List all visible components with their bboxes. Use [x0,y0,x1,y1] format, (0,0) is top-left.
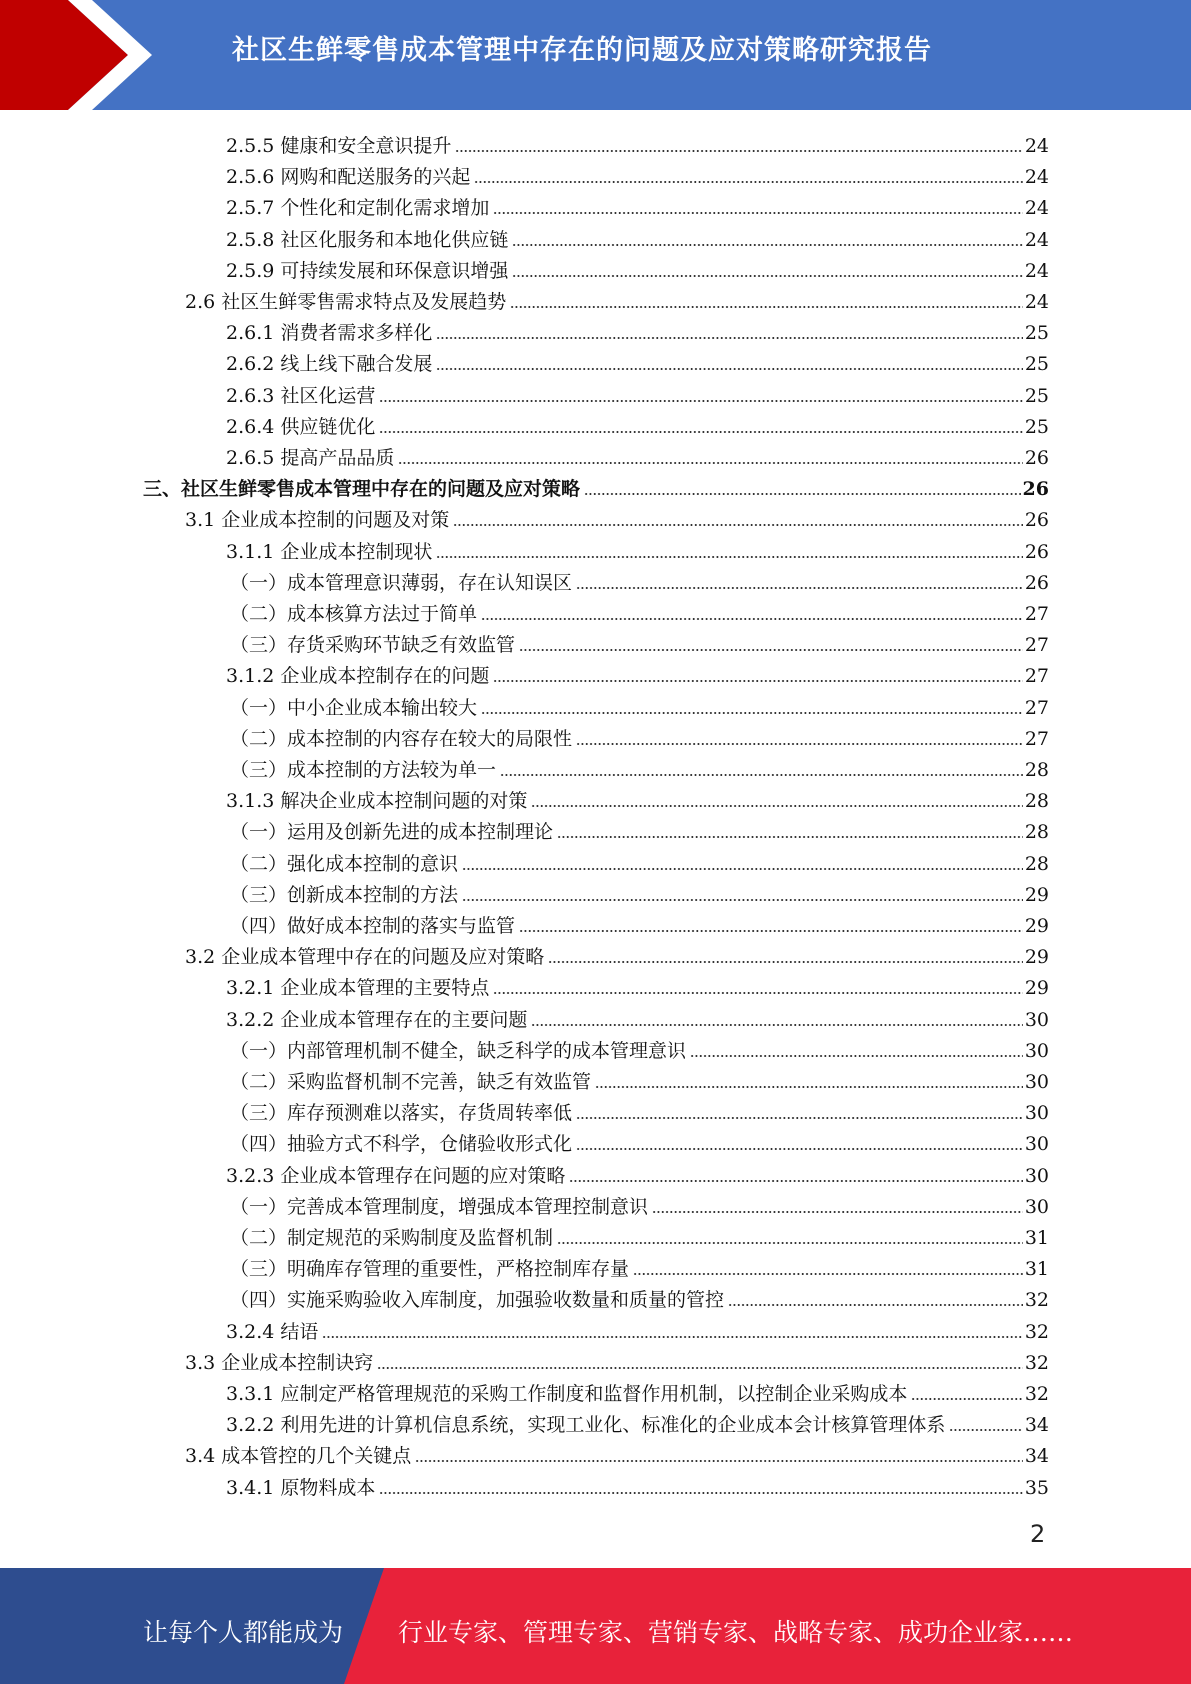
toc-dot-leader [481,701,1023,715]
toc-entry-title: 2.5.7 个性化和定制化需求增加 [226,197,490,220]
toc-entry[interactable] [230,689,1049,719]
toc-entry-title: 2.6.5 提高产品品质 [226,447,395,469]
toc-dot-leader [519,638,1023,652]
toc-entry-title: （二）成本控制的内容存在较大的局限性 [230,727,573,750]
page-header [0,0,1191,110]
toc-entry[interactable] [226,1157,1049,1187]
toc-entry[interactable] [230,1219,1049,1249]
toc-entry[interactable] [143,470,1049,500]
toc-entry[interactable] [226,782,1049,812]
toc-entry-page: 28 [1024,790,1049,813]
toc-entry-page: 29 [1024,946,1049,969]
toc-entry[interactable] [230,1032,1049,1062]
toc-entry[interactable] [226,1469,1049,1499]
toc-entry[interactable] [226,969,1049,999]
toc-entry-page: 30 [1024,1039,1049,1062]
toc-dot-leader [436,326,1022,340]
toc-entry[interactable] [226,657,1049,687]
toc-entry[interactable] [230,751,1049,781]
toc-dot-leader [474,170,1022,184]
toc-dot-leader [453,513,1023,527]
toc-dot-leader [576,576,1023,590]
toc-entry-title: 2.5.9 可持续发展和环保意识增强 [226,259,509,282]
toc-entry-title: 2.6.1 消费者需求多样化 [226,322,433,345]
toc-entry-title: 3.2.2 利用先进的计算机信息系统，实现工业化、标准化的企业成本会计核算管理体系 [226,1414,946,1437]
toc-entry-title: 3.3.1 应制定严格管理规范的采购工作制度和监督作用机制，以控制企业采购成本 [226,1383,908,1405]
toc-dot-leader [398,451,1022,465]
toc-entry-title: （三）明确库存管理的重要性，严格控制库存量 [230,1258,630,1281]
document-title: 社区生鲜零售成本管理中存在的问题及应对策略研究报告 [232,35,932,66]
toc-entry[interactable] [226,1406,1049,1436]
toc-entry-page: 27 [1024,696,1049,719]
toc-entry[interactable] [230,720,1049,750]
toc-entry-title: （三）创新成本控制的方法 [230,883,459,906]
toc-entry[interactable] [230,626,1049,656]
toc-dot-leader [377,1356,1023,1370]
toc-entry-title: （三）成本控制的方法较为单一 [230,759,497,781]
toc-dot-leader [531,794,1022,808]
toc-dot-leader [690,1044,1023,1058]
toc-entry-page: 26 [1024,447,1049,469]
toc-entry-page: 24 [1024,166,1049,189]
toc-entry[interactable] [226,408,1049,438]
toc-entry-page: 27 [1024,727,1049,750]
toc-entry-page: 30 [1024,1133,1049,1156]
toc-dot-leader [462,888,1023,902]
toc-dot-leader [379,420,1022,434]
toc-dot-leader [500,763,1023,777]
toc-dot-leader [576,732,1023,746]
toc-entry-page: 26 [1024,571,1049,594]
toc-dot-leader [493,981,1022,995]
toc-entry-title: 3.1.2 企业成本控制存在的问题 [226,665,490,688]
toc-entry[interactable] [226,1001,1049,1031]
toc-dot-leader [576,1137,1023,1151]
toc-entry[interactable] [226,377,1049,407]
toc-entry-title: 3.2.2 企业成本管理存在的主要问题 [226,1008,528,1031]
toc-entry-page: 28 [1024,759,1049,781]
toc-entry-title: 2.5.6 网购和配送服务的兴起 [226,166,471,189]
toc-dot-leader [512,233,1022,247]
toc-entry[interactable] [226,221,1049,251]
toc-dot-leader [322,1325,1022,1339]
toc-dot-leader [557,825,1023,839]
toc-entry-page: 30 [1024,1071,1049,1093]
toc-entry-title: 3.1.3 解决企业成本控制问题的对策 [226,790,528,813]
toc-entry-title: 3.3 企业成本控制诀窍 [185,1351,374,1374]
toc-entry-title: 3.2 企业成本管理中存在的问题及应对策略 [185,946,545,969]
toc-entry-title: 三、社区生鲜零售成本管理中存在的问题及应对策略 [143,478,581,501]
toc-dot-leader [379,389,1022,403]
toc-entry-title: （四）抽验方式不科学，仓储验收形式化 [230,1133,573,1156]
toc-entry-title: 2.6.3 社区化运营 [226,384,376,407]
toc-entry[interactable] [226,252,1049,282]
toc-dot-leader [415,1449,1023,1463]
toc-dot-leader [911,1387,1022,1401]
toc-dot-leader [436,545,1022,559]
toc-entry-page: 28 [1024,821,1049,844]
toc-entry-page: 29 [1024,977,1049,1000]
toc-entry[interactable] [230,1188,1049,1218]
toc-entry-page: 28 [1024,852,1049,875]
toc-entry[interactable] [226,158,1049,188]
toc-dot-leader [949,1418,1022,1432]
toc-entry-page: 24 [1024,197,1049,220]
toc-entry[interactable] [185,501,1049,531]
toc-dot-leader [462,857,1023,871]
toc-entry-title: （二）采购监督机制不完善，缺乏有效监管 [230,1071,592,1093]
toc-entry-title: 3.1 企业成本控制的问题及对策 [185,509,450,532]
toc-dot-leader [576,1106,1023,1120]
toc-entry-title: 3.4 成本管控的几个关键点 [185,1445,412,1468]
toc-dot-leader [584,482,1021,496]
toc-entry-page: 29 [1024,883,1049,906]
toc-entry-title: （三）存货采购环节缺乏有效监管 [230,634,516,657]
toc-entry-page: 25 [1024,384,1049,407]
toc-entry-title: （四）做好成本控制的落实与监管 [230,915,516,937]
toc-entry-page: 29 [1024,915,1049,937]
toc-entry-page: 24 [1024,291,1049,313]
toc-entry-page: 34 [1024,1414,1049,1437]
toc-entry-page: 25 [1024,415,1049,438]
toc-dot-leader [512,264,1022,278]
toc-entry-title: 2.5.8 社区化服务和本地化供应链 [226,228,509,251]
toc-dot-leader [493,669,1022,683]
toc-entry[interactable] [226,314,1049,344]
toc-entry-page: 34 [1024,1445,1049,1468]
toc-entry[interactable] [185,1344,1049,1374]
toc-entry-title: （二）成本核算方法过于简单 [230,603,478,625]
toc-entry[interactable] [230,595,1049,625]
toc-entry-title: （一）内部管理机制不健全，缺乏科学的成本管理意识 [230,1039,687,1062]
toc-entry-title: （一）完善成本管理制度，增强成本管理控制意识 [230,1195,649,1218]
toc-dot-leader [481,607,1023,621]
toc-dot-leader [557,1231,1023,1245]
toc-entry[interactable] [230,813,1049,843]
toc-entry[interactable] [230,876,1049,906]
toc-entry[interactable] [226,189,1049,219]
toc-entry-title: 3.2.4 结语 [226,1320,319,1343]
toc-entry[interactable] [226,533,1049,563]
toc-dot-leader [436,357,1022,371]
toc-entry-page: 32 [1024,1320,1049,1343]
toc-entry-page: 27 [1024,603,1049,625]
toc-entry-title: 3.1.1 企业成本控制现状 [226,540,433,563]
toc-entry-title: （一）运用及创新先进的成本控制理论 [230,821,554,844]
toc-entry-title: （二）强化成本控制的意识 [230,852,459,875]
toc-entry-page: 24 [1024,135,1049,157]
page-footer [0,1568,1191,1684]
toc-entry-title: 2.5.5 健康和安全意识提升 [226,135,452,157]
toc-entry-title: 3.2.1 企业成本管理的主要特点 [226,977,490,1000]
toc-entry-page: 35 [1024,1476,1049,1499]
toc-dot-leader [531,1013,1022,1027]
toc-entry[interactable] [230,907,1049,937]
toc-entry[interactable] [230,1094,1049,1124]
toc-entry[interactable] [226,439,1049,469]
toc-dot-leader [493,201,1022,215]
toc-entry-page: 27 [1024,665,1049,688]
toc-entry-title: （一）成本管理意识薄弱，存在认知误区 [230,571,573,594]
toc-entry-title: （三）库存预测难以落实，存货周转率低 [230,1102,573,1125]
toc-entry[interactable] [226,345,1049,375]
toc-entry[interactable] [185,283,1049,313]
toc-entry[interactable] [185,1437,1049,1467]
toc-entry[interactable] [230,1281,1049,1311]
toc-entry-title: 2.6.2 线上线下融合发展 [226,353,433,376]
toc-entry-title: 2.6.4 供应链优化 [226,415,376,438]
toc-dot-leader [633,1262,1023,1276]
toc-entry-title: （四）实施采购验收入库制度，加强验收数量和质量的管控 [230,1289,725,1312]
toc-dot-leader [379,1481,1022,1495]
toc-entry-page: 26 [1024,540,1049,563]
toc-entry[interactable] [185,938,1049,968]
toc-entry-page: 32 [1024,1383,1049,1405]
toc-entry[interactable] [230,1063,1049,1093]
toc-entry[interactable] [230,845,1049,875]
footer-slogan-right: 行业专家、管理专家、营销专家、战略专家、成功企业家…… [398,1618,1074,1647]
toc-entry-page: 26 [1022,478,1049,501]
toc-entry[interactable] [230,1125,1049,1155]
toc-entry[interactable] [226,127,1049,157]
toc-entry-title: （二）制定规范的采购制度及监督机制 [230,1227,554,1249]
toc-entry-page: 32 [1024,1289,1049,1312]
toc-dot-leader [455,139,1022,153]
toc-entry-page: 30 [1024,1008,1049,1031]
toc-entry-title: 3.4.1 原物料成本 [226,1476,376,1499]
toc-entry-page: 27 [1024,634,1049,657]
footer-slogan-left: 让每个人都能成为 [143,1618,344,1647]
toc-entry[interactable] [230,1250,1049,1280]
toc-dot-leader [510,295,1023,309]
toc-entry-page: 30 [1024,1102,1049,1125]
toc-dot-leader [652,1200,1023,1214]
toc-entry[interactable] [226,1313,1049,1343]
toc-entry-page: 30 [1024,1164,1049,1187]
toc-entry-page: 31 [1024,1227,1049,1249]
toc-entry-page: 30 [1024,1195,1049,1218]
toc-entry-title: 2.6 社区生鲜零售需求特点及发展趋势 [185,291,507,313]
toc-entry-page: 26 [1024,509,1049,532]
toc-entry-page: 25 [1024,322,1049,345]
toc-dot-leader [728,1293,1023,1307]
toc-entry-title: （一）中小企业成本输出较大 [230,696,478,719]
toc-entry-page: 31 [1024,1258,1049,1281]
toc-dot-leader [548,950,1023,964]
page-number: 2 [1030,1520,1046,1548]
toc-entry-page: 25 [1024,353,1049,376]
toc-entry-page: 24 [1024,228,1049,251]
toc-entry-page: 24 [1024,259,1049,282]
toc-dot-leader [519,919,1023,933]
toc-entry-title: 3.2.3 企业成本管理存在问题的应对策略 [226,1164,566,1187]
toc-entry[interactable] [226,1375,1049,1405]
toc-dot-leader [569,1169,1022,1183]
toc-dot-leader [595,1075,1023,1089]
toc-entry[interactable] [230,564,1049,594]
toc-entry-page: 32 [1024,1351,1049,1374]
